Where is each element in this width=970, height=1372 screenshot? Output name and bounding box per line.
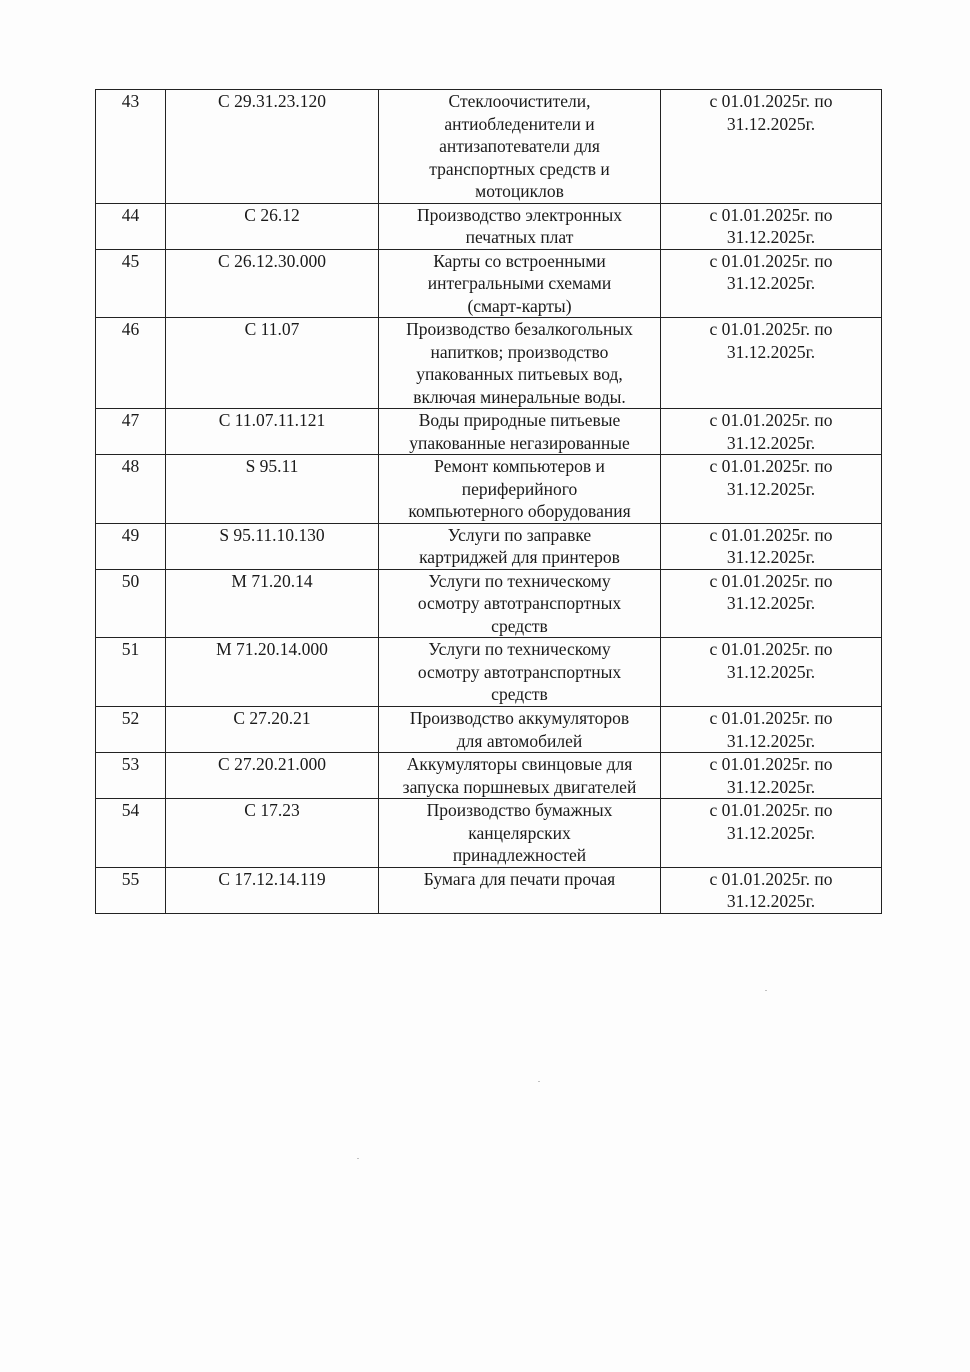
validity-period: с 01.01.2025г. по 31.12.2025г. <box>661 249 882 318</box>
activity-code: S 95.11.10.130 <box>166 523 379 569</box>
row-number: 45 <box>96 249 166 318</box>
table-row <box>96 799 882 868</box>
activity-code: С 17.12.14.119 <box>166 867 379 913</box>
row-number: 46 <box>96 318 166 409</box>
activity-code: С 17.23 <box>166 799 379 868</box>
activity-description: Услуги по заправке картриджей для принтеров <box>379 523 661 569</box>
activity-code: С 26.12 <box>166 203 379 249</box>
table-row <box>96 523 882 569</box>
scan-speck <box>765 990 767 991</box>
activity-description: Аккумуляторы свинцовые для запуска поршневых двигателей <box>379 753 661 799</box>
table-row <box>96 638 882 707</box>
table-row <box>96 409 882 455</box>
activity-description: Производство безалкогольных напитков; производство упакованных питьевых вод, включая минеральные воды. <box>379 318 661 409</box>
classifier-table <box>95 89 882 914</box>
table-row <box>96 318 882 409</box>
row-number: 47 <box>96 409 166 455</box>
activity-code: S 95.11 <box>166 455 379 524</box>
scan-speck <box>538 1081 540 1082</box>
row-number: 51 <box>96 638 166 707</box>
table-row <box>96 753 882 799</box>
validity-period: с 01.01.2025г. по 31.12.2025г. <box>661 455 882 524</box>
validity-period: с 01.01.2025г. по 31.12.2025г. <box>661 318 882 409</box>
validity-period: с 01.01.2025г. по 31.12.2025г. <box>661 707 882 753</box>
activity-description: Производство бумажных канцелярских принадлежностей <box>379 799 661 868</box>
row-number: 48 <box>96 455 166 524</box>
activity-code: С 29.31.23.120 <box>166 90 379 204</box>
validity-period: с 01.01.2025г. по 31.12.2025г. <box>661 867 882 913</box>
classifier-table-body <box>96 90 882 914</box>
activity-code: М 71.20.14.000 <box>166 638 379 707</box>
table-row <box>96 707 882 753</box>
activity-description: Производство аккумуляторов для автомобилей <box>379 707 661 753</box>
row-number: 53 <box>96 753 166 799</box>
activity-code: С 11.07.11.121 <box>166 409 379 455</box>
activity-code: С 26.12.30.000 <box>166 249 379 318</box>
validity-period: с 01.01.2025г. по 31.12.2025г. <box>661 799 882 868</box>
row-number: 54 <box>96 799 166 868</box>
validity-period: с 01.01.2025г. по 31.12.2025г. <box>661 753 882 799</box>
validity-period: с 01.01.2025г. по 31.12.2025г. <box>661 409 882 455</box>
validity-period: с 01.01.2025г. по 31.12.2025г. <box>661 638 882 707</box>
validity-period: с 01.01.2025г. по 31.12.2025г. <box>661 90 882 204</box>
table-row <box>96 90 882 204</box>
scan-speck <box>357 1158 359 1159</box>
activity-code: С 27.20.21.000 <box>166 753 379 799</box>
validity-period: с 01.01.2025г. по 31.12.2025г. <box>661 203 882 249</box>
row-number: 55 <box>96 867 166 913</box>
row-number: 43 <box>96 90 166 204</box>
validity-period: с 01.01.2025г. по 31.12.2025г. <box>661 569 882 638</box>
table-row <box>96 203 882 249</box>
row-number: 49 <box>96 523 166 569</box>
activity-description: Стеклоочистители, антиобледенители и антизапотеватели для транспортных средств и мотоциклов <box>379 90 661 204</box>
activity-code: С 27.20.21 <box>166 707 379 753</box>
table-row <box>96 569 882 638</box>
activity-description: Услуги по техническому осмотру автотранспортных средств <box>379 638 661 707</box>
activity-code: С 11.07 <box>166 318 379 409</box>
activity-code: М 71.20.14 <box>166 569 379 638</box>
validity-period: с 01.01.2025г. по 31.12.2025г. <box>661 523 882 569</box>
activity-description: Производство электронных печатных плат <box>379 203 661 249</box>
table-row <box>96 249 882 318</box>
row-number: 44 <box>96 203 166 249</box>
activity-description: Бумага для печати прочая <box>379 867 661 913</box>
activity-description: Воды природные питьевые упакованные негазированные <box>379 409 661 455</box>
table-row <box>96 867 882 913</box>
activity-description: Карты со встроенными интегральными схемами (смарт-карты) <box>379 249 661 318</box>
activity-description: Услуги по техническому осмотру автотранспортных средств <box>379 569 661 638</box>
row-number: 52 <box>96 707 166 753</box>
row-number: 50 <box>96 569 166 638</box>
table-row <box>96 455 882 524</box>
activity-description: Ремонт компьютеров и периферийного компьютерного оборудования <box>379 455 661 524</box>
